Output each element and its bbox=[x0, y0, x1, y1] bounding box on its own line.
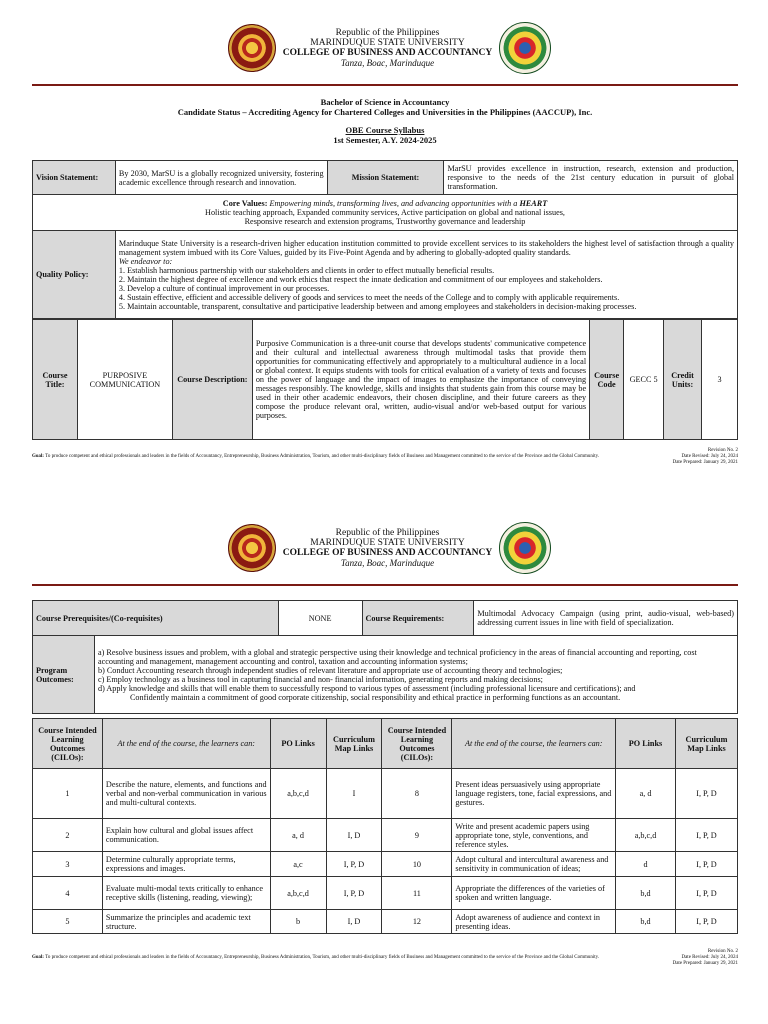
cilo-number: 12 bbox=[382, 910, 452, 934]
curriculum-map-header: Curriculum Map Links bbox=[675, 719, 737, 769]
cilo-number: 9 bbox=[382, 819, 452, 852]
core-values-line1: Holistic teaching approach, Expanded community services, Active participation on global and national issues, bbox=[205, 208, 565, 217]
outcome-item: b) Conduct Accounting research through independent studies of relevant literature and appropriate use of accounting theory and technologies; bbox=[97, 665, 563, 675]
revision-no: Revision No. 2 bbox=[707, 949, 738, 954]
course-code: GECC 5 bbox=[624, 320, 664, 440]
outcome-item: a) Resolve business issues and problem, with a global and strategic perspective using their knowledge and technical proficiency in the areas of financial accounting and reporting, cost accounting and management, management accounting and control, taxation and accounting information systems; bbox=[97, 647, 697, 666]
syllabus-page-2 bbox=[0, 500, 768, 1024]
cilo-end-header: At the end of the course, the learners can: bbox=[452, 719, 616, 769]
header-rule bbox=[32, 84, 738, 86]
syllabus-title: OBE Course Syllabus bbox=[345, 125, 425, 135]
core-values-label: Core Values: bbox=[222, 199, 270, 208]
map-links: I, P, D bbox=[675, 852, 737, 877]
quality-item: 4. Sustain effective, efficient and accessible delivery of goods and services to meet the needs of the College and to comply with applicable requirements. bbox=[118, 292, 620, 302]
course-title: PURPOSIVE COMMUNICATION bbox=[77, 320, 172, 440]
cilo-text: Adopt awareness of audience and context in presenting ideas. bbox=[452, 910, 616, 934]
college-address: Tanza, Boac, Marinduque bbox=[340, 558, 435, 568]
map-links: I, P, D bbox=[326, 852, 382, 877]
footer-goal bbox=[32, 454, 652, 460]
requirements-label: Course Requirements: bbox=[362, 601, 474, 636]
prerequisites-label: Course Prerequisites/(Co-requisites) bbox=[33, 601, 279, 636]
map-links: I, D bbox=[326, 910, 382, 934]
cilo-number: 11 bbox=[382, 877, 452, 910]
po-links: a, d bbox=[616, 769, 676, 819]
prerequisites-value: NONE bbox=[278, 601, 362, 636]
date-revised: Date Revised: July 24, 2024 bbox=[681, 955, 738, 960]
po-links: a, d bbox=[270, 819, 326, 852]
po-links: a,b,c,d bbox=[270, 769, 326, 819]
college-seal-icon bbox=[499, 22, 551, 74]
university-name: MARINDUQUE STATE UNIVERSITY bbox=[310, 538, 465, 548]
semester-title: 1st Semester, A.Y. 2024-2025 bbox=[333, 135, 437, 145]
letterhead-text bbox=[280, 28, 495, 68]
quality-endeavor: We endeavor to: bbox=[118, 256, 173, 266]
goal-label: Goal: bbox=[32, 955, 44, 960]
cilo-number: 8 bbox=[382, 769, 452, 819]
core-values-line2: Responsive research and extension programs, Trustworthy governance and leadership bbox=[244, 217, 526, 226]
header-rule bbox=[32, 584, 738, 586]
table-row bbox=[33, 910, 738, 934]
republic-line: Republic of the Philippines bbox=[335, 28, 440, 38]
syllabus-page-1 bbox=[0, 0, 768, 490]
cilo-text: Appropriate the differences of the varieties of spoken and written language. bbox=[452, 877, 616, 910]
cilo-header-row bbox=[33, 719, 738, 769]
course-info-table bbox=[32, 319, 738, 440]
map-links: I, P, D bbox=[675, 877, 737, 910]
cilo-number: 1 bbox=[33, 769, 103, 819]
goal-text: To produce competent and ethical professionals and leaders in the fields of Accountancy, Entrepreneurship, Business Administration, Tourism, and other multi-disciplinary fields of Business and Management committed to the service of the Province and the Global Community. bbox=[43, 454, 600, 459]
cilo-end-header: At the end of the course, the learners can: bbox=[102, 719, 270, 769]
mission-label: Mission Statement: bbox=[327, 161, 444, 195]
cilo-table bbox=[32, 718, 738, 934]
mission-text: MarSU provides excellence in instruction, research, extension and production, responsive to the needs of the 21st century education in pursuit of global transformation. bbox=[444, 161, 738, 195]
vision-mission-table bbox=[32, 160, 738, 319]
po-links: a,c bbox=[270, 852, 326, 877]
footer-revision bbox=[618, 949, 738, 967]
quality-item: 5. Maintain accountable, transparent, consultative and participative leadership between and among employees and stakeholders in decision-making processes. bbox=[118, 301, 637, 311]
date-prepared: Date Prepared: January 29, 2021 bbox=[672, 961, 738, 966]
po-links-header: PO Links bbox=[270, 719, 326, 769]
date-revised: Date Revised: July 24, 2024 bbox=[681, 454, 738, 459]
credit-units-label: Credit Units: bbox=[664, 320, 702, 440]
cilo-header: Course Intended Learning Outcomes (CILOs): bbox=[382, 719, 452, 769]
outcome-item: c) Employ technology as a business tool in capturing financial and non- financial information, generating reports and making decisions; bbox=[97, 674, 543, 684]
po-links: d bbox=[616, 852, 676, 877]
cilo-text: Present ideas persuasively using appropriate language registers, tone, facial expressions, and gestures. bbox=[452, 769, 616, 819]
program-titles bbox=[32, 97, 738, 145]
po-links: b,d bbox=[616, 877, 676, 910]
quality-policy-intro: Marinduque State University is a research-driven higher education institution committed to provide excellent services to its stakeholders the highest level of satisfaction through a quality management system imbued with its Core Values, guided by its Five-Point Agenda and by adhering to globally-adopted quality standards. bbox=[118, 238, 734, 257]
cilo-text: Evaluate multi-modal texts critically to enhance receptive skills (listening, reading, viewing); bbox=[102, 877, 270, 910]
po-links-header: PO Links bbox=[616, 719, 676, 769]
revision-no: Revision No. 2 bbox=[707, 448, 738, 453]
program-outcomes-list bbox=[94, 636, 737, 714]
table-row bbox=[33, 819, 738, 852]
goal-label: Goal: bbox=[32, 454, 44, 459]
cilo-number: 10 bbox=[382, 852, 452, 877]
table-row bbox=[33, 877, 738, 910]
po-links: a,b,c,d bbox=[270, 877, 326, 910]
quality-policy-label: Quality Policy: bbox=[33, 231, 116, 319]
college-name: COLLEGE OF BUSINESS AND ACCOUNTANCY bbox=[282, 48, 493, 58]
republic-line: Republic of the Philippines bbox=[335, 528, 440, 538]
map-links: I, D bbox=[326, 819, 382, 852]
map-links: I, P, D bbox=[675, 819, 737, 852]
cilo-number: 3 bbox=[33, 852, 103, 877]
po-links: a,b,c,d bbox=[616, 819, 676, 852]
po-links: b,d bbox=[616, 910, 676, 934]
date-prepared: Date Prepared: January 29, 2021 bbox=[672, 460, 738, 465]
cilo-text: Determine culturally appropriate terms, expressions and images. bbox=[102, 852, 270, 877]
university-seal-icon bbox=[228, 524, 276, 572]
curriculum-map-header: Curriculum Map Links bbox=[326, 719, 382, 769]
core-values-tagline: Empowering minds, transforming lives, and advancing opportunities with a bbox=[269, 199, 520, 208]
cilo-text: Adopt cultural and intercultural awareness and sensitivity in communication of ideas; bbox=[452, 852, 616, 877]
vision-label: Vision Statement: bbox=[33, 161, 116, 195]
footer-revision bbox=[618, 448, 738, 466]
po-links: b bbox=[270, 910, 326, 934]
cilo-number: 5 bbox=[33, 910, 103, 934]
university-seal-icon bbox=[228, 24, 276, 72]
cilo-text: Describe the nature, elements, and functions and verbal and non-verbal communication in various and multi-cultural contexts. bbox=[102, 769, 270, 819]
college-seal-icon bbox=[499, 522, 551, 574]
college-address: Tanza, Boac, Marinduque bbox=[340, 58, 435, 68]
map-links: I, P, D bbox=[326, 877, 382, 910]
cilo-text: Explain how cultural and global issues affect communication. bbox=[102, 819, 270, 852]
core-values bbox=[33, 195, 738, 231]
letterhead bbox=[0, 500, 768, 570]
goal-text: To produce competent and ethical professionals and leaders in the fields of Accountancy, Entrepreneurship, Business Administration, Tourism, and other multi-disciplinary fields of Business and Management committed to the service of the Province and the Global Community. bbox=[43, 955, 600, 960]
vision-text: By 2030, MarSU is a globally recognized university, fostering academic excellence through research and innovation. bbox=[115, 161, 327, 195]
course-description: Purposive Communication is a three-unit course that develops students' communicative competence and their cultural and intellectual awareness through multimodal tasks that provide them opportunities for communicating effectively and appropriately to a multicultural audience in a local or global context. It equips students with tools for critical evaluation of a variety of texts and focuses on the power of language and the impact of images to emphasize the importance of conveying messages responsibly. The knowledge, skills and insights that students gain from this course may be used in their other academic endeavors, their chosen discipline, and their future careers as they compose the produce relevant oral, written, audio-visual and/or web-based output for various purposes. bbox=[252, 320, 589, 440]
letterhead-text bbox=[280, 528, 495, 568]
course-description-label: Course Description: bbox=[172, 320, 252, 440]
core-values-heart: HEART bbox=[519, 199, 548, 208]
cilo-header: Course Intended Learning Outcomes (CILOs): bbox=[33, 719, 103, 769]
university-name: MARINDUQUE STATE UNIVERSITY bbox=[310, 38, 465, 48]
quality-policy-text bbox=[115, 231, 737, 319]
degree-title: Bachelor of Science in Accountancy bbox=[320, 97, 450, 107]
quality-item: 3. Develop a culture of continual improvement in our processes. bbox=[118, 283, 330, 293]
map-links: I, P, D bbox=[675, 769, 737, 819]
outcome-item: d) Apply knowledge and skills that will enable them to successfully respond to various types of assessment (including professional licensure and certifications); and bbox=[97, 683, 636, 693]
footer-goal bbox=[32, 955, 652, 961]
cilo-number: 4 bbox=[33, 877, 103, 910]
quality-item: 2. Maintain the highest degree of excellence and work ethics that respect the innate dedication and commitment of our employees and stakeholders. bbox=[118, 274, 603, 284]
program-outcomes-label: Program Outcomes: bbox=[33, 636, 95, 714]
map-links: I, P, D bbox=[675, 910, 737, 934]
quality-item: 1. Establish harmonious partnership with our stakeholders and clients in order to effect mutually beneficial results. bbox=[118, 265, 495, 275]
letterhead bbox=[0, 0, 768, 70]
table-row bbox=[33, 769, 738, 819]
college-name: COLLEGE OF BUSINESS AND ACCOUNTANCY bbox=[282, 548, 493, 558]
cilo-text: Summarize the principles and academic text structure. bbox=[102, 910, 270, 934]
cilo-number: 2 bbox=[33, 819, 103, 852]
course-code-label: Course Code bbox=[590, 320, 624, 440]
course-title-label: Course Title: bbox=[33, 320, 78, 440]
requirements-text: Multimodal Advocacy Campaign (using print, audio-visual, web-based) addressing current issues in line with field of specialization. bbox=[474, 601, 738, 636]
table-row bbox=[33, 852, 738, 877]
outcome-item: Confidently maintain a commitment of good corporate citizenship, social responsibility and ethical practice in performing functions as an accountant. bbox=[129, 692, 621, 702]
accreditation-status: Candidate Status – Accrediting Agency for Chartered Colleges and Universities in the Philippines (AACCUP), Inc. bbox=[177, 107, 593, 117]
credit-units: 3 bbox=[702, 320, 738, 440]
cilo-text: Write and present academic papers using appropriate tone, style, conventions, and reference styles. bbox=[452, 819, 616, 852]
prereq-outcomes-table bbox=[32, 600, 738, 714]
map-links: I bbox=[326, 769, 382, 819]
